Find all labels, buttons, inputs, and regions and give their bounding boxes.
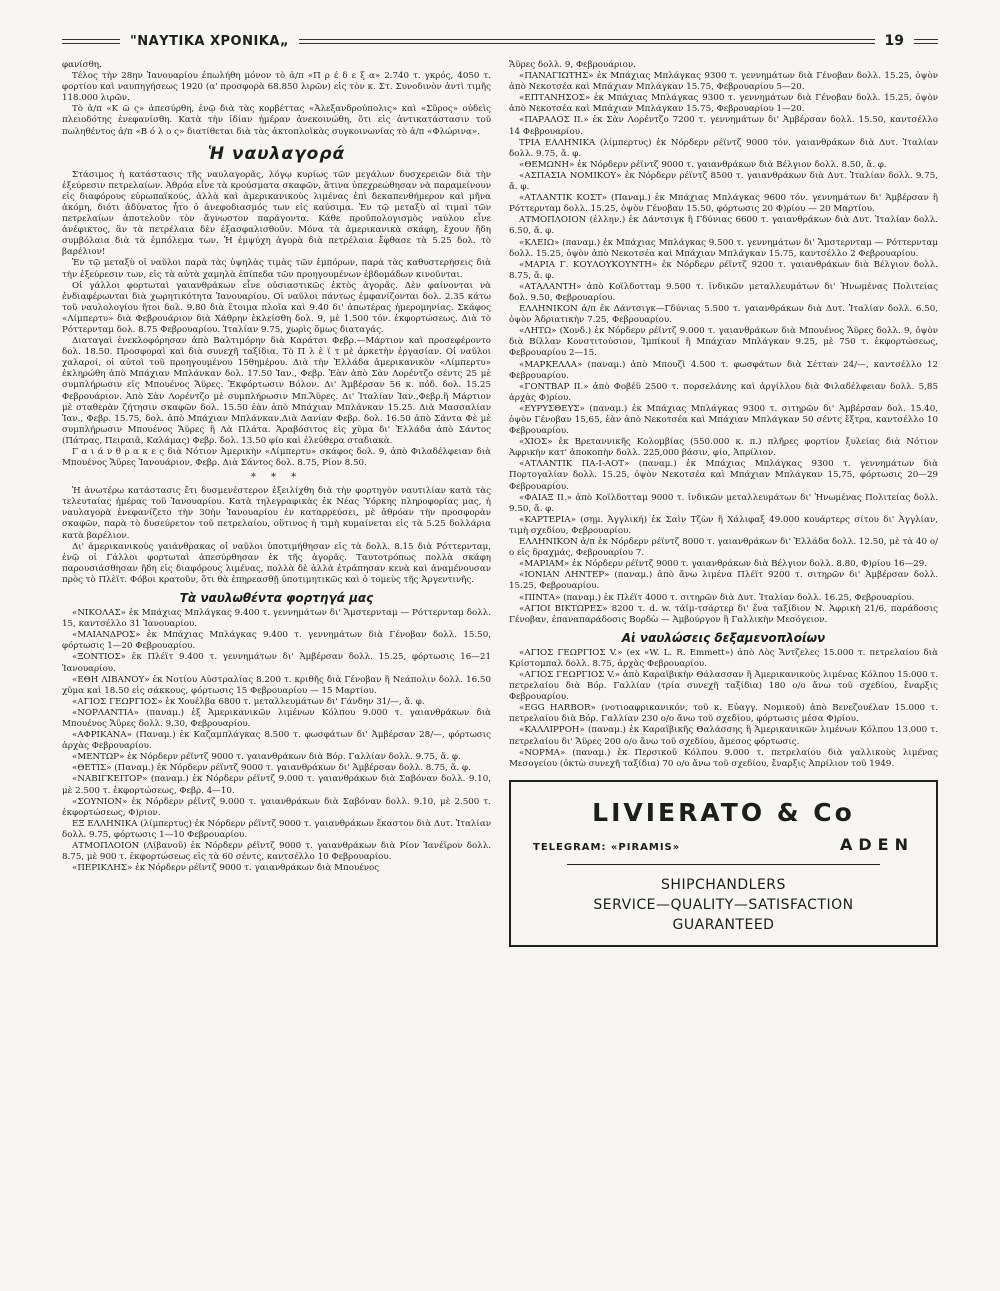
section-title-freight-market: Ἡ ναυλαγορά: [207, 143, 346, 164]
fixture-item: «ΚΛΕΙΩ» (παναμ.) ἐκ Μπάχιας Μπλάγκας 9.500 τ. γεννημάτων δι' Ἄμστερνταμ — Ρόττερνταμ δολλ. 15.25, ὀψὸν ἀπὸ Νεκοτσέα καὶ Μπάχιαν Μπλάγκαν 15.75, καντσέλλο 2 Φεβρουαρίου.: [509, 237, 938, 259]
section-title-tanker-fixtures: Αἱ ναυλώσεις δεξαμενοπλοίων: [621, 630, 826, 645]
fixture-item: «ΑΤΑΛΑΝΤΗ» ἀπὸ Κοϊλδοτταμ 9.500 τ. ἰνδικῶν μεταλλευμάτων δι' Ἡνωμένας Πολιτείας δολ. 9.50, Φεβρουαρίου.: [509, 281, 938, 303]
section-divider-stars: * * *: [250, 472, 303, 484]
fixture-item: «ΠΙΝΤΑ» (παναμ.) ἐκ Πλέϊτ 4000 τ. σιτηρῶν διὰ Δυτ. Ἰταλίαν δολλ. 16.25, Φεβρουαρίου.: [519, 592, 915, 603]
fixture-item: «ΑΣΠΑΣΙΑ ΝΟΜΙΚΟΥ» ἐκ Νόρδερν ρέϊντζ 8500 τ. γαιανθράκων διὰ Δυτ. Ἰταλίαν δολλ. 9.75, ἄ. φ.: [509, 170, 938, 193]
fixture-item: «ΑΦΡΙΚΑΝΑ» (Παναμ.) ἐκ Καζαμπλάγκας 8.500 τ. φωσφάτων δι' Ἀμβέρσαν 28/—, φόρτωσις ἀρχὰς Φεβρουαρίου.: [62, 730, 491, 752]
fixture-item: «ΜΑΡΙΑ Γ. ΚΟΥΛΟΥΚΟΥΝΤΗ» ἐκ Νόρδερν ρέϊντζ 9200 τ. γαιανθράκων διὰ Βέλγιον δολλ. 8.75, ἄ. φ.: [509, 259, 938, 281]
fixture-item: «ΜΑΙΑΝΔΡΟΣ» ἐκ Μπάχιας Μπλάγκας 9.400 τ. γεννημάτων διὰ Γένοβαν δολλ. 15.50, φόρτωσις 1—20 Φεβρουαρίου.: [62, 630, 491, 652]
fixture-item: «ΦΑΙΑΞ ΙΙ.» ἀπὸ Κοϊλδοτταμ 9000 τ. ἰνδικῶν μεταλλευμάτων δι' Ἡνωμένας Πολιτείας δολλ. 9.50, ἄ. φ.: [509, 492, 938, 514]
ad-telegram: TELEGRAM: «PIRAMIS»: [533, 841, 681, 853]
fixture-item: «ΜΕΝΤΩΡ» ἐκ Νόρδερν ρέϊντζ 9000 τ. γαιανθράκων διὰ Βόρ. Γαλλίαν δολλ. 9.75, ἄ. φ.: [72, 752, 461, 763]
fixture-item: ΑΤΜΟΠΛΟΙΟΝ (Λίβανοῦ) ἐκ Νόρδερν ρέϊντζ 9000 τ. γαιανθράκων διὰ Ρίον Ἰανέϊρον δολλ. 8.75, μὲ 900 τ. ἐκφορτώσεως εἰς τὰ 60 σέντς, καντσέλλο 10 Φεβρουαρίου.: [62, 841, 491, 863]
fixture-item: «ΠΕΡΙΚΛΗΣ» ἐκ Νόρδερν ρέϊντζ 9000 τ. γαιανθράκων διὰ Μπουένος: [72, 863, 380, 874]
fixture-item: «ΕΥΡΥΣΘΕΥΣ» (παναμ.) ἐκ Μπάχιας Μπλάγκας 9300 τ. σιτηρῶν δι' Ἀμβέρσαν δολ. 15.40, ὀψὸν Γένοβαν 15,65, ἐὰν ἀπὸ Νεκοτσέα καὶ Μπάχιαν Μπλάγκαν 50 σέντς ἔξτρα, καντσέλλο 10 Φεβρουαρίου.: [509, 403, 938, 437]
tanker-fixture-item: «ΚΑΛΛΙΡΡΟΗ» (παναμ.) ἐκ Καραϊβικῆς Θαλάσσης ἢ Ἀμερικανικῶν λιμένων Κόλπου 13.000 τ. πετρελαίου δι' Ἄϋρες 200 ο/ο ἄνω τοῦ σχεδίου, ἄμεσος φόρτωσις.: [509, 725, 938, 747]
fixture-item: «ΑΓΙΟΙ ΒΙΚΤΩΡΕΣ» 8200 τ. d. w. τάϊμ-τσάρτερ δι' ἕνα ταξίδιον Ν. Ἀφρικὴ 21/6, παράδοσις Γένοβαν, ἐπαναπαράδοσις Βορδὼ — Ἀμβούργον ἢ Γαλλικὴν Μεσόγειον.: [509, 603, 938, 625]
fixture-item: «ΓΟΝΤΒΑΡ ΙΙ.» ἀπὸ Φοβέϋ 2500 τ. πορσελάνης καὶ ἀργίλλου διὰ Φιλαδέλφειαν δολλ. 5,85 ἀρχὰς Φ)ρίου.: [509, 381, 938, 403]
fixture-item: «ΛΗΤΩ» (Χονδ.) ἐκ Νόρδερν ρέϊντζ 9.000 τ. γαιανθράκων διὰ Μπουένος Ἄϋρες δολλ. 9, ὀψὸν διὰ Βίλλαν Κονστιτούσιον, Ἰμπίκουϊ ἢ Μπάχιαν Μπλάγκαν 9.25, μὲ 750 τ. ἐκφορτώσεως, Φεβρουαρίου 2—15.: [509, 326, 938, 359]
ad-city: ADEN: [840, 834, 914, 854]
fixture-item: «ΣΟΥΝΙΟΝ» ἐκ Νόρδερν ρέϊντζ 9.000 τ. γαιανθράκων διὰ Σαβόναν δολλ. 9.10, μὲ 2.500 τ. ἐκφορτώσεως, Φ)ριον.: [62, 796, 491, 818]
paragraph: Δι' ἀμερικανικοὺς γαιάνθρακας οἱ ναῦλοι ὑποτιμήθησαν εἰς τὰ δολλ. 8.15 διὰ Ρόττερνταμ, ἐνῷ οἱ Γάλλοι φορτωταὶ ἀπεσύρθησαν ἐκ τῆς ἀγορᾶς. Ταυτοτρόπως πολλὰ σκάφη παρουσιάσθησαν ἤδη εἰς διαφόρους λιμένας, πολλὰ δὲ ἀλλὰ ἐτράπησαν κενὰ καὶ ἀναμένουσαν πρὸς τὸ Πλὲϊτ. Φόβοι κρατοῦν, ὅτι θὰ ἐπηρεασθῇ ὑποτιμητικῶς καὶ ὁ τομεὺς τῆς Ἀργεντινῆς.: [62, 541, 491, 585]
tanker-fixture-item: «ΑΓΙΟΣ ΓΕΩΡΓΙΟΣ V.» (ex «W. L. R. Emmett») ἀπὸ Λὸς Ἄντζελες 15.000 τ. πετρελαίου διὰ Κρίστομπαλ δολλ. 8.75, ἀρχὰς Φεβρουαρίου.: [509, 647, 938, 669]
fixture-item: «ΧΙΟΣ» ἐκ Βρεταννικῆς Κολομβίας (550.000 κ. π.) πλῆρες φορτίον ξυλείας διὰ Νότιον Ἀφρικὴν κατ' ἀποκοπὴν δολλ. 225,000 βάσιν, φίο, Ἀπρίλιον.: [509, 437, 938, 459]
masthead: "ΝΑΥΤΙΚΑ ΧΡΟΝΙΚΑ„: [130, 33, 289, 49]
paragraph: Οἱ γάλλοι φορτωταὶ γαιανθράκων εἶνε οὐσιαστικῶς ἐκτὸς ἀγορᾶς. Δὲν φαίνονται νὰ ἐνδιαφέρωνται διὰ χωρητικότητα Ἰανουαρίου. Οἱ ναῦλοι πάντως ἐμφανίζονται δολ. 2.35 κάτω τοῦ ναυλολογίου ἤτοι δολ. 9.80 διὰ ἕτοιμα πλοῖα καὶ 9.40 δι' ἀπωτέρας ἡμερομηνίας. Σκάφος «Λίμπερτυ» διὰ Φεβρουάριον διὰ Χάθρην ἐκλείσθη δολ. 9, μὲ 1.500 τόν. ἐκφορτώσεως. Διὰ τὸ Ρόττερνταμ δολ. 8.75 Φεβρουαρίου. Ἰταλίαν 9.75, χωρὶς ὅμως διαταγάς.: [62, 280, 491, 335]
fixture-item: «ΘΕΜΩΝΗ» ἐκ Νόρδερν ρέϊντζ 9000 τ. γαιανθράκων διὰ Βέλγιον δολλ. 8.50, ἄ. φ.: [519, 159, 887, 170]
header-rule-right: [914, 39, 938, 44]
header-rule-center: [299, 39, 875, 44]
fixtures-list-left: [62, 608, 491, 874]
paragraph: Ἐν τῷ μεταξὺ οἱ ναῦλοι παρὰ τὰς ὑψηλὰς τιμὰς τῶν ἐμπόρων, παρὰ τὰς καθυστερήσεις διὰ τὴν ἐξεύρεσιν των, εἰς τὰ αὐτὰ χαμηλὰ ἐπίπεδα τῶν προηγουμένων ἑβδομάδων κινοῦνται.: [62, 258, 491, 280]
paragraph: Στάσιμος ἡ κατάστασις τῆς ναυλαγορᾶς, λόγῳ κυρίως τῶν μεγάλων δυσχερειῶν διὰ τὴν ἐξεύρεσιν πετρελαίων. Ἀθρόα εἶνε τὰ κρούσματα σκαφῶν, ἅτινα ὑπεχρεώθησαν νὰ παραμείνουν εἰς διαφόρους εὐρωπαϊκούς, ἀλλὰ καὶ ἀμερικανικοὺς λιμένας ἐπὶ δεκαπενθήμερον καὶ μῆνα ἀκόμη, διότι ἀδύνατος ἦτο ὁ ἀνεφοδιασμός των εἰς καύσιμα. Ἐν τῷ μεταξὺ αἱ τιμαὶ τῶν πετρελαίων ἀποτελοῦν τὸν ἄγνωστον παράγοντα. Κάθε προϋπολογισμὸς ναύλου εἶνε ἀνέφικτος, ἂν τὰ πετρέλαια δὲν ἐξασφαλισθοῦν. Μόνα τὰ ἀμερικανικὰ σκάφη, ἔχουν ἤδη συμβόλαια διὰ τὰ ἐμπόλεμα των. Ἡ ἐμψύχη ἀγορὰ διὰ πετρέλαια ἔφθασε τὰ 5.25 δολ. τὸ βαρέλιον!: [62, 169, 491, 258]
fixture-item: ΤΡΙΑ ΕΛΛΗΝΙΚΑ (λίμπερτυς) ἐκ Νόρδερν ρέϊντζ 9000 τόν. γαιανθράκων διὰ Δυτ. Ἰταλίαν δολλ. 9.75, ἄ. φ.: [509, 137, 938, 159]
right-column: [509, 60, 938, 1290]
left-column: [62, 60, 491, 1290]
freight-market-update: [62, 486, 491, 586]
fixture-item: «ΕΘΗ ΛΙΒΑΝΟΥ» ἐκ Νοτίου Αὐστραλίας 8.200 τ. κριθῆς διὰ Γένοβαν ἢ Νεάπολιν δολλ. 16.50 χῦμα καὶ 18.50 εἰς σάκκους, φόρτωσις 15 Φεβρουαρίου — 15 Μαρτίου.: [62, 674, 491, 696]
paragraph: Τέλος τὴν 28ην Ἰανουαρίου ἐπωλήθη μόνον τὸ ἀ/π «Π ρ έ δ ε ξ α» 2.740 τ. γκρός, 4050 τ. φορτίου καὶ ναυπηγήσεως 1920 (α' προσφορὰ 68.850 λιρῶν) εἰς τὸν κ. Στ. Συνοδινὸν ἀντὶ τιμῆς 118.000 λιρῶν.: [62, 71, 491, 104]
fixture-item: «ΝΙΚΟΛΑΣ» ἐκ Μπάχιας Μπλάγκας 9.400 τ. γεννημάτων δι' Ἄμστερνταμ — Ρόττερνταμ δολλ. 15, καντσέλλο 31 Ἰανουαρίου.: [62, 608, 491, 630]
freight-market-body: [62, 170, 491, 470]
ad-divider: [567, 864, 880, 865]
tanker-fixture-item: «ΑΓΙΟΣ ΓΕΩΡΓΙΟΣ V.» ἀπὸ Καραϊβικὴν Θάλασσαν ἢ Ἀμερικανικοὺς λιμένας Κόλπου 15.000 τ. πετρελαίου διὰ Βόρ. Γαλλίαν (τρία συνεχῆ ταξίδια) 180 ο/ο ἄνω τοῦ σχεδίου, ἔναρξις Φεβρουαρίου.: [509, 669, 938, 703]
fixture-item: ΑΤΜΟΠΛΟΙΟΝ (ἑλλην.) ἐκ Δάντσιγκ ἢ Γδύνιας 6600 τ. γαιανθράκων διὰ Δυτ. Ἰταλίαν δολλ. 6.50, ἄ. φ.: [509, 215, 938, 237]
fixture-item: «ΘΕΤΙΣ» (Παναμ.) ἐκ Νόρδερν ρέϊντζ 9000 τ. γαιανθράκων δι' Ἀμβέρσαν δολλ. 8.75, ἄ. φ.: [72, 763, 471, 774]
fixture-item: «ΠΑΝΑΓΙΩΤΗΣ» ἐκ Μπάχιας Μπλάγκας 9300 τ. γεννημάτων διὰ Γένοβαν δολλ. 15.25, ὀψὸν ἀπὸ Νεκοτσέα καὶ Μπάχιαν Μπλάγκαν 15.75, Φεβρουαρίου 5—20.: [509, 71, 938, 93]
fixture-item: «ΙΟΝΙΑΝ ΛΗΝΤΕΡ» (παναμ.) ἀπὸ ἄνω λιμένα Πλέϊτ 9200 τ. σιτηρῶν δι' Ἀμβέρσαν δολλ. 15.25, Φεβρουαρίου.: [509, 570, 938, 592]
paragraph: φανίσθη.: [62, 60, 102, 70]
tanker-fixture-item: «ΝΟΡΜΑ» (παναμ.) ἐκ Περσικοῦ Κόλπου 9.000 τ. πετρελαίου διὰ γαλλικοὺς λιμένας Μεσογείου (ὀκτὼ συνεχῆ ταξίδια) 70 ο/ο ἄνω τοῦ σχεδίου, ἔναρξις Ἀπρίλιον τοῦ 1949.: [509, 747, 938, 769]
header-rule-left: [62, 39, 120, 44]
article-columns: [62, 60, 938, 1290]
ad-line-guaranteed: GUARANTEED: [672, 916, 775, 933]
tanker-fixtures-list: [509, 648, 938, 770]
section-title-fixtures: Τὰ ναυλωθέντα φορτηγά μας: [179, 591, 374, 606]
page-number: 19: [884, 33, 904, 49]
fixture-item: ΕΛΛΗΝΙΚΟΝ ἀ/π ἐκ Δάντσιγκ—Γδύνιας 5.500 τ. γαιανθράκων διὰ Δυτ. Ἰταλίαν δολλ. 6.50, ὀψὸν Ἀδριατικὴν 7.25, Φεβρουαρίου.: [509, 304, 938, 326]
paragraph: Τὸ ἀ/π «Κ ῶ ς» ἀπεσύρθη, ἐνῷ διὰ τὰς κορβέττας «Ἀλεξανδρούπολις» καὶ «Σῦρος» οὐδεὶς πλειοδότης ἐνεφανίσθη. Κατὰ τὴν ἰδίαν ἡμέραν ἀνεκοινώθη, ὅτι εἰς ἀντικατάστασιν τοῦ πωληθέντος ἀ/π «Β ό λ ο ς» διατίθεται διὰ τὰς ἀκτοπλοϊκὰς συγκοινωνίας τὸ ἀ/π «Φλώρινα».: [62, 104, 491, 137]
fixtures-list-right: [509, 60, 938, 626]
fixture-item: «ΞΟΝΤΙΟΣ» ἐκ Πλέϊτ 9.400 τ. γεννημάτων δι' Ἀμβέρσαν δολλ. 15.25, φόρτωσις 16—21 Ἰανουαρίου.: [62, 652, 491, 674]
fixture-item: ΕΛΛΗΝΙΚΟΝ ἀ/π ἐκ Νόρδερν ρέϊντζ 8000 τ. γαιανθράκων δι' Ἑλλάδα δολλ. 12.50, μὲ τὰ 40 ο/ο εἰς δραχμάς, Φεβρουαρίου 7.: [509, 537, 938, 559]
paragraph: Διαταγαὶ ἐνεκλοφόρησαν ἀπὸ Βαλτιμόρην διὰ Καράτσι Φεβρ.—Μάρτιον καὶ προσεφέροντο δολ. 18.50. Προσφοραὶ καὶ διὰ συνεχῆ ταξίδια. Τὸ Π λ ὲ ϊ τ μὲ ἀρκετὴν ἐργασίαν. Οἱ ναῦλοι χαλαροί, οἱ αὐτοὶ τοῦ προηγουμένου 15θημέρου. Διὰ τὴν Ἑλλάδα ἀμερικανικὸν «Λίμπερτυ» ἐκληρώθη ἀπὸ Μπάχιαν Μπλάνκαν δολ. 17.50 Ἰαν., Φεβρ. Ἐὰν ἀπὸ Σὰν Λορέντζο σέντς 25 μὲ συμπλήρωσιν εἰς Μπουένος Ἄϋρες. Ἐκφόρτωσιν Βόλον. Δι' Ἀμβέρσαν 56 κ. πόδ. δολ. 15.25 Φεβρουάριον. Ἀπὸ Σὰν Λορέντζο μὲ συμπλήρωσιν Μπ.Ἄϋρες. Δι' Ἰταλίαν Ἰαν.,Φεβρ.ἢ Μάρτιον μὲ σταθερὰν ζήτησιν σκαφῶν δολ. 15.50 ἐὰν ἀπὸ Μπάχιαν Μπλάνκαν 15.25. Διὰ Μασσαλίαν Ἰαν., Φεβρ. 15.75, δολ. ἀπὸ Μπάχιαν Μπλάνκαν.Διὰ Δανίαν Φεβρ. δολ. 16.50 ἀπὸ Σάντα Φὲ μὲ συμπλήρωσιν Μπουένος Ἄϋρες ἢ Λὰ Πλάτα. Ἀραβόσιτος εἰς χῦμα δι' Ἑλλάδα ἀπὸ Σάντος (Πάτρας, Πειραιᾶ, Καλάμας) Φεβρ. δολ. 13.50 φίο καὶ ἐλεύθερα σταδιακὰ.: [62, 336, 491, 446]
ad-line-service: SERVICE—QUALITY—SATISFACTION: [593, 896, 854, 913]
ad-contact-row: [527, 835, 920, 854]
fixture-item: «ΑΤΛΑΝΤΙΚ ΠΑ-Ι-ΑΟΤ» (παναμ.) ἐκ Μπάχιας Μπλάγκας 9300 τ. γεννημάτων διὰ Πορτογαλίαν δολλ. 15.25, ὀψὸν Νεκοτσέα καὶ Μπάχιαν Μπλάγκαν 15,75, φόρτωσις 20—29 Φεβρουαρίου.: [509, 459, 938, 492]
fixture-item: «ΕΠΤΑΝΗΣΟΣ» ἐκ Μπάχιας Μπλάγκας 9300 τ. γεννημάτων διὰ Γένοβαν δολλ. 15.25, ὀψὸν ἀπὸ Νεκοτσέα καὶ Μπάχιαν Μπλάγκαν 15.75, Φεβρουαρίου 1—20.: [509, 93, 938, 115]
fixture-item: «ΝΑΒΙΓΚΕΙΤΟΡ» (παναμ.) ἐκ Νόρδερν ρέϊντζ 9.000 τ. γαιανθράκων διὰ Σαβόναν δολλ. 9.10, μὲ 2.500 τ. ἐκφορτώσεως, Φεβρ. 4—10.: [62, 774, 491, 796]
fixture-item: «ΜΑΡΚΕΛΛΑ» (παναμ.) ἀπὸ Μπουζὶ 4.500 τ. φωσφάτων διὰ Σέτταν 24/—, καντσέλλο 12 Φεβρουαρίου.: [509, 359, 938, 381]
tanker-fixture-item: «EGG HARBOR» (νοτιοαφρικανικόν, τοῦ κ. Εὐαγγ. Νομικοῦ) ἀπὸ Βενεζουέλαν 15.000 τ. πετρελαίου διὰ Βόρ. Γαλλίαν 230 ο/ο ἄνω τοῦ σχεδίου, φόρτωσις μέσα Φ)ρίου.: [509, 703, 938, 725]
ad-company-name: LIVIERATO & Co: [592, 797, 855, 827]
fixture-item: «ΚΑΡΤΕΡΙΑ» (σημ. Ἀγγλική) ἐκ Σαὶν Τζὼν ἢ Χάλιφαξ 49.000 κουάρτερς σίτου δι' Ἀγγλίαν, τιμὴ σχεδίου, Φεβρουαρίου.: [509, 514, 938, 536]
fixture-item: «ΠΑΡΑΛΟΣ ΙΙ.» ἐκ Σὰν Λορέντζο 7200 τ. γεννημάτων δι' Ἀμβέρσαν δολλ. 15.50, καντσέλλο 14 Φεβρουαρίου.: [509, 115, 938, 137]
ad-line-shipchandlers: SHIPCHANDLERS: [661, 876, 786, 893]
fixture-item: «ΑΤΛΑΝΤΙΚ ΚΟΣΤ» (Παναμ.) ἐκ Μπάχιας Μπλάγκας 9600 τόν. γεννημάτων δι' Ἀμβέρσαν ἢ Ρόττερνταμ δολλ. 15.25, ὀψὸν Γένοβαν 15.50, φόρτωσις 20 Φ)ρίου — 20 Μαρτίου.: [509, 193, 938, 215]
paragraph: Ἡ ἀνωτέρω κατάστασις ἔτι δυσμενέστερον ἐξειλίχθη διὰ τὴν φορτηγὸν ναυτιλίαν κατὰ τὰς τελευταίας ἡμέρας τοῦ Ἰανουαρίου. Κατὰ τηλεγραφικὰς ἐκ Νέας Ὑόρκης πληροφορίας μας, ἡ ναυλαγορὰ ἐνεφανίζετο τὴν 30ὴν Ἰανουαρίου ἐν καταρρεύσει, μὲ ἀθρόαν τὴν προσφορὰν σκαφῶν, παρὰ τὸ δυσεύρετον τοῦ πετρελαίου, οὕτινος ἡ τιμὴ κυμαίνεται εἰς τὰ 5.25 δολλάρια κατὰ βαρέλιον.: [62, 486, 491, 541]
intro-paragraphs: [62, 60, 491, 138]
advertisement-livierato: [509, 780, 938, 947]
paragraph: Γ α ι ά ν θ ρ α κ ε ς διὰ Νότιον Ἀμερικὴν «Λίμπερτυ» σκάφος δολ. 9, ἀπὸ Φιλαδέλφειαν διὰ Μπουένος Ἄϋρες Ἰανουάριον, Φεβρ. Διὰ Σάντος δολ. 8.75, Ρίον 8.50.: [62, 447, 491, 469]
fixture-item: «ΜΑΡΙΑΜ» ἐκ Νόρδερν ρέϊντζ 9000 τ. γαιανθράκων διὰ Βέλγιον δολλ. 8.80, Φ)ρίου 16—29.: [519, 559, 928, 570]
fixture-item: ΕΞ ΕΛΛΗΝΙΚΑ (λίμπερτυς) ἐκ Νόρδερν ρέϊντζ 9000 τ. γαιανθράκων ἕκαστον διὰ Δυτ. Ἰταλίαν δολλ. 9.75, φόρτωσις 1—10 Φεβρουαρίου.: [62, 818, 491, 840]
fixture-item: «ΝΟΡΛΑΝΤΙΑ» (παναμ.) ἐξ Ἀμερικανικῶν λιμένων Κόλπου 9.000 τ. γαιανθράκων διὰ Μπουένος Ἄϋρες δολλ. 9.30, Φεβρουαρίου.: [62, 707, 491, 729]
page-header: [62, 30, 938, 52]
fixture-item: Ἄϋρες δολλ. 9, Φεβρουάριον.: [509, 60, 636, 70]
fixture-item: «ΑΓΙΟΣ ΓΕΩΡΓΙΟΣ» ἐκ Χουέλβα 6800 τ. μεταλλευμάτων δι' Γάνδην 31/—, ἄ. φ.: [72, 696, 425, 707]
